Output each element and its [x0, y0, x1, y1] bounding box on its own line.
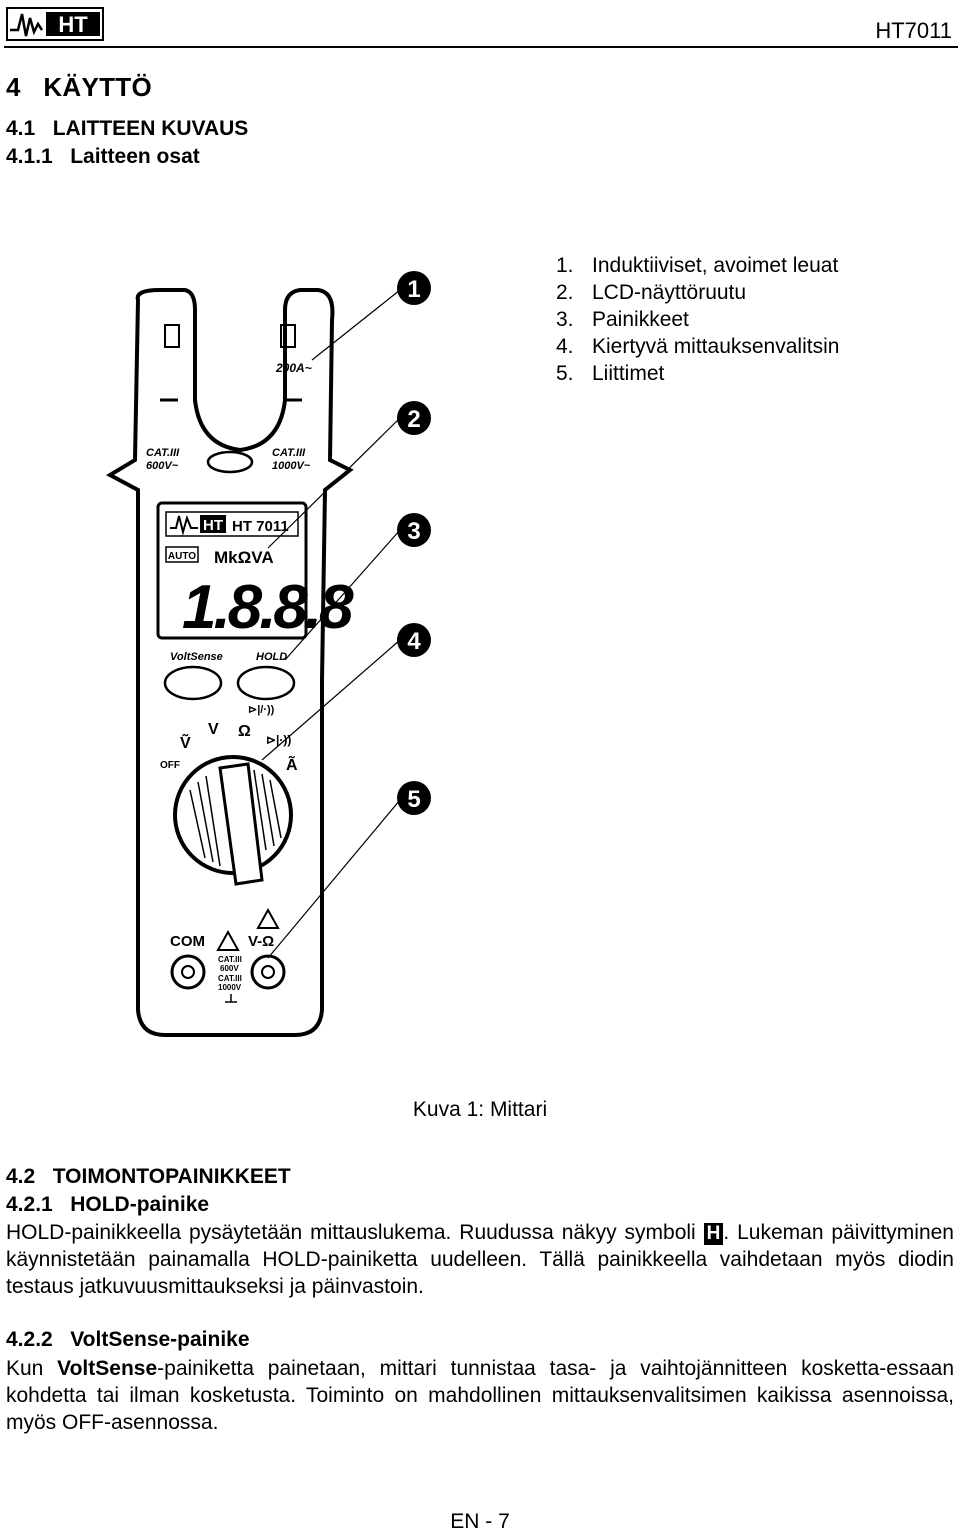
cat-left-label: CAT.III 600V~ [146, 447, 180, 472]
figure-caption: Kuva 1: Mittari [412, 1098, 548, 1121]
jaw-current-label: 200A~ [276, 361, 312, 375]
term-cat2: CAT.III [218, 974, 242, 983]
subsubsection-title: 4.1.1 Laitteen osat [6, 145, 200, 168]
callout-4: 4 [407, 628, 421, 655]
hold-symbol: H [704, 1223, 724, 1245]
model-number: HT7011 [875, 18, 952, 43]
section-title: 4 KÄYTTÖ [6, 72, 153, 102]
parts-legend [556, 252, 839, 387]
clamp-meter-illustration [95, 255, 455, 1045]
ht-logo [6, 4, 104, 42]
com-terminal[interactable] [172, 956, 204, 988]
lcd-digits: 1.8.8.8 [182, 573, 351, 642]
dial-vdc-label: V [208, 721, 219, 738]
lcd-auto: AUTO [167, 551, 197, 562]
dial-diode-label: ⊳|·)) [266, 733, 292, 747]
term-cat1: CAT.III [218, 955, 242, 964]
section-42-title: 4.2 TOIMONTOPAINIKKEET [6, 1165, 291, 1188]
legend-item: 3. Painikkeet [556, 308, 689, 331]
hold-paragraph: HOLD-painikkeella pysäytetään mittauslukema. Ruudussa näkyy symboli H . Lukeman päivittyminen käynnistetään painamalla HOLD-painiketta uudelleen. Tällä painikkeella vaihdetaan myös diodin testaus jatkuvuusmittaukseksi ja päinvastoin. [6, 1221, 954, 1298]
legend-item: 2. LCD-näyttöruutu [556, 281, 747, 304]
voltsense-button[interactable] [165, 667, 221, 699]
legend-item: 1. Induktiiviset, avoimet leuat [556, 254, 839, 277]
com-label: COM [170, 933, 205, 950]
brand-text: HT [58, 12, 88, 37]
voltsense-label: VoltSense [170, 651, 223, 663]
dial-ohm-label: Ω [238, 723, 251, 740]
hold-sub-label: ⊳|/·)) [248, 704, 275, 716]
legend-item: 5. Liittimet [556, 362, 665, 385]
section-421-title: 4.2.1 HOLD-painike [6, 1193, 210, 1216]
v-ohm-terminal[interactable] [252, 956, 284, 988]
lcd-brand: HT [203, 517, 223, 534]
callout-1: 1 [407, 276, 421, 303]
hold-button[interactable] [238, 667, 294, 699]
hold-label: HOLD [256, 651, 288, 663]
callout-2: 2 [407, 406, 421, 433]
legend-item: 4. Kiertyvä mittauksenvalitsin [556, 335, 840, 358]
lcd-model: HT 7011 [232, 518, 289, 535]
callout-3: 3 [407, 518, 421, 545]
page-number: EN - 7 [450, 1510, 510, 1533]
lcd-units: MkΩVA [214, 548, 274, 567]
term-cat2v: 1000V [218, 983, 242, 992]
term-cat1v: 600V [220, 964, 239, 973]
dial-off-label: OFF [160, 760, 180, 771]
dial-vac-label: Ṽ [180, 735, 191, 752]
callout-5: 5 [407, 786, 421, 813]
cat-right-label: CAT.III 1000V~ [272, 447, 311, 472]
voltsense-paragraph: Kun VoltSense-painiketta painetaan, mittari tunnistaa tasa- ja vaihtojännitteen kosketta-essaan kohdetta tai ilman kosketusta. Toiminto on mahdollinen mittauksenvalitsimen kaikissa asennoissa, myös OFF-asennossa. [6, 1357, 955, 1434]
subsection-title: 4.1 LAITTEEN KUVAUS [6, 117, 249, 140]
section-422-title: 4.2.2 VoltSense-painike [6, 1328, 250, 1351]
dial-a-label: Ã [286, 757, 298, 774]
v-ohm-label: V-Ω [248, 933, 275, 950]
header-rule [4, 46, 958, 48]
